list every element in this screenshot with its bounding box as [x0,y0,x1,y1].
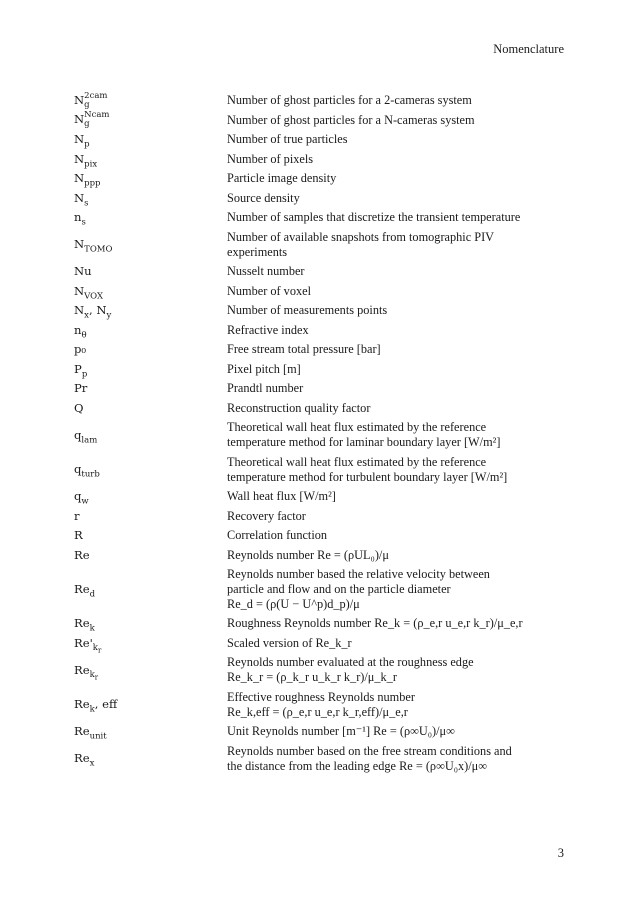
description [227,528,574,543]
description-line: Number of pixels [227,151,314,166]
description [227,191,574,206]
symbol: $q_{lam}$ [74,427,98,446]
description-line: Theoretical wall heat flux estimated by the reference [227,454,487,469]
symbol: $Re_d$ [74,582,96,600]
nomenclature-list [74,91,574,776]
symbol: $Re_{unit}$ [74,724,107,742]
nomenclature-row [74,742,574,777]
symbol: $Re_k$, eff [74,697,118,715]
symbol: $N_{TOMO}$ [74,237,113,255]
description [227,690,574,720]
description-line: Source density [227,190,300,205]
nomenclature-row [74,565,574,614]
nomenclature-row [74,653,574,688]
symbol: $N_p$ [74,132,90,150]
description-line: Scaled version of Re_k_r [227,635,352,650]
nomenclature-row [74,487,574,507]
description [227,509,574,524]
description [227,567,574,612]
symbol: $Re'_{k_r}$ [74,635,102,655]
description-line: Wall heat flux [W/m²] [227,489,336,504]
nomenclature-row [74,722,574,742]
nomenclature-row [74,526,574,546]
symbol: $Re_x$ [74,751,95,769]
nomenclature-row [74,360,574,380]
description-line: particle and flow and on the particle diameter [227,582,451,596]
description-line: temperature method for turbulent boundary layer [W/m²] [227,469,508,484]
description [227,342,574,357]
nomenclature-row [74,379,574,399]
description [227,381,574,396]
description-line: Unit Reynolds number [m⁻¹] Re = (ρ∞U₀)/μ∞ [227,724,455,739]
nomenclature-row [74,453,574,488]
description [227,210,574,225]
page-number: 3 [557,846,564,860]
nomenclature-row [74,634,574,654]
description-line: Number of ghost particles for a N-cameras system [227,112,475,127]
symbol: $N_x$, $N_y$ [74,303,112,321]
symbol: r [74,508,80,523]
symbol: $q_{turb}$ [74,462,100,480]
nomenclature-row [74,301,574,321]
symbol: $N_s$ [74,190,89,209]
description [227,636,574,651]
description-line: Prandtl number [227,381,304,396]
description-line: Reynolds number evaluated at the roughness edge [227,655,474,670]
description [227,323,574,338]
description [227,284,574,299]
description-line: Reynolds number based on the free stream conditions and [227,743,512,758]
symbol: N Ncam g [74,110,110,130]
description [227,230,574,260]
description-line: Refractive index [227,322,309,337]
description [227,362,574,377]
description [227,93,574,108]
nomenclature-row [74,614,574,634]
symbol: $N_{VOX}$ [74,283,104,302]
nomenclature-row [74,91,574,111]
description-line: Number of true particles [227,132,348,147]
symbol: $n_\theta$ [74,322,87,341]
description [227,171,574,186]
symbol: $N_{pix}$ [74,151,98,170]
nomenclature-row [74,399,574,419]
nomenclature-row [74,262,574,282]
nomenclature-row [74,111,574,131]
running-header: Nomenclature [493,42,564,56]
symbol: $n_s$ [74,210,86,228]
description-line: Number of measurements points [227,303,388,318]
description-line: Number of samples that discretize the transient temperature [227,210,521,225]
description [227,132,574,147]
description [227,420,574,450]
description-line: Re_k,eff = (ρ_e,r u_e,r k_r,eff)/μ_e,r [227,704,408,719]
description-line: Reconstruction quality factor [227,400,371,415]
nomenclature-row [74,169,574,189]
symbol: $Re_k$ [74,616,95,634]
symbol: $q_w$ [74,489,89,507]
description [227,455,574,485]
description [227,489,574,504]
nomenclature-row [74,150,574,170]
description-line: Reynolds number Re = (ρUL₀)/μ [227,547,389,562]
description-line: Roughness Reynolds number Re_k = (ρ_e,r u_e,r k_r)/μ_e,r [227,616,523,631]
description [227,113,574,128]
description [227,264,574,279]
nomenclature-row [74,418,574,453]
description [227,152,574,167]
description-line: the distance from the leading edge Re = (ρ∞U₀x)/μ∞ [227,758,488,773]
description-line: Correlation function [227,528,328,543]
symbol: Q [74,400,84,415]
symbol: $Re_{k_r}$ [74,662,99,682]
symbol: $P_p$ [74,361,88,380]
description-line: Effective roughness Reynolds number [227,689,415,704]
nomenclature-row [74,321,574,341]
description [227,303,574,318]
description-line: Free stream total pressure [bar] [227,342,381,357]
description-line: Nusselt number [227,264,305,279]
description [227,401,574,416]
description-line: experiments [227,244,288,259]
description [227,724,574,739]
nomenclature-row [74,130,574,150]
symbol: p₀ [74,342,87,357]
symbol: Re [74,547,90,562]
symbol: N 2cam g [74,90,108,110]
nomenclature-row [74,546,574,566]
description-line: temperature method for laminar boundary layer [W/m²] [227,435,501,450]
nomenclature-row [74,340,574,360]
description [227,616,574,631]
description [227,548,574,563]
nomenclature-row [74,688,574,723]
description-line: Reynolds number based the relative velocity between [227,567,490,581]
description [227,655,574,685]
description-line: Pixel pitch [m] [227,361,301,376]
nomenclature-row [74,208,574,228]
description-line: Particle image density [227,171,337,186]
description-line: Number of ghost particles for a 2-cameras system [227,93,472,108]
description-line: Number of available snapshots from tomographic PIV [227,229,495,244]
nomenclature-row [74,507,574,527]
nomenclature-row [74,282,574,302]
description-line: Re_k_r = (ρ_k_r u_k_r k_r)/μ_k_r [227,670,397,685]
description [227,744,574,774]
description-line: Theoretical wall heat flux estimated by the reference [227,420,487,435]
nomenclature-row [74,189,574,209]
nomenclature-row [74,228,574,263]
symbol: R [74,528,83,543]
symbol: $N_{ppp}$ [74,171,101,189]
symbol: Pr [74,381,88,396]
description-line: Recovery factor [227,508,306,523]
symbol: Nu [74,264,92,279]
description-line: Number of voxel [227,283,312,298]
description-line: Re_d = (ρ(U − U^p)d_p)/μ [227,597,360,611]
